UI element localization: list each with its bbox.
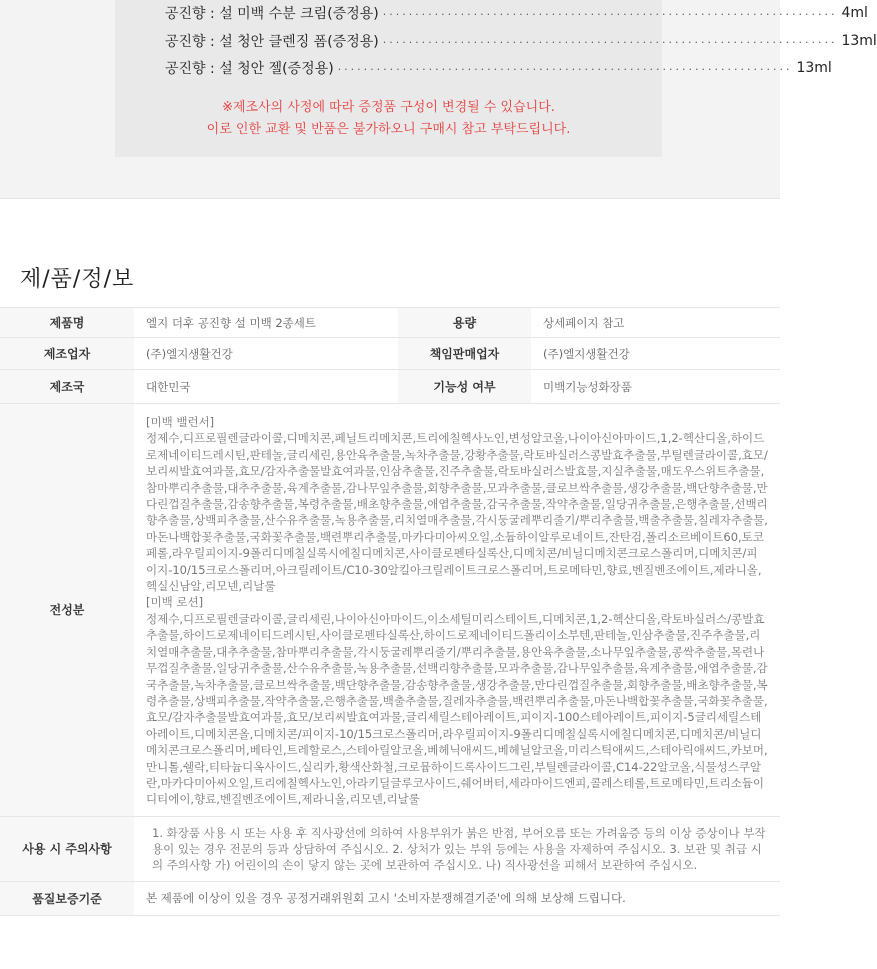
table-row (0, 370, 780, 404)
table-row (0, 308, 780, 338)
value-ingredients: [미백 밸런서] 정제수,디프로필렌글라이콜,디메치콘,페닐트리메치콘,트리에칠헥사노인,변성알코올,나이아신아마이드,1,2-헥산디올,하이드로제네이티드레시틴,판테놀,글리세린,용안육추출물,녹차추출물,강황추출물,락토바실러스콩발효추출물,부틸렌글라이콜,효모/보리씨발효여과물,효모/감자추출물발효여과물,인삼추출물,진주추출물,락토바실러스발효물,지실추출물,매도우스위트추출물,참마뿌리추출물,대추추출물,육계추출물,감나무잎추출물,회향추출물,모과추출물,클로브싹추출물,생강추출물,백단향추출물,만다린껍질추출물,감송향추출물,복령추출물,배초향추출물,애엽추출물,감국추출물,작약추출물,일당귀추출물,은행추출물,선백리향추출물,상백피추출물,산수유추출물,녹용추출물,리치열매추출물,각시둥굴레뿌리줄기/뿌리추출물,백출추출물,칠레자추출물,마돈나백합꽃추출물,국화꽃추출물,백련뿌리추출물,마카다미아씨오일,소듐하이알루로네이트,잔탄검,폴리소르베이트60,토코페롤,라우릴피이지-9폴리디메칠실록시에칠디메치콘,사이클로펜타실록산,디메치콘/비닐디메치콘크로스폴리머,디메치콘/피이지-10/15크로스폴리머,아크릴레이트/C10-30알킬아크릴레이트크로스폴리머,트로메타민,향료,벤질벤조에이트,제라니올,헥실신남알,리모넨,리날룰 [미백 로션] 정제수,디프로필렌글라이콜,글리세린,나이아신아마이드,이소세틸미리스테이트,디메치콘,1,2-헥산디올,락토바실러스/콩발효추출물,하이드로제네이티드레시틴,사이클로펜타실록산,하이드로제네이티드폴리이소부텐,판테놀,인삼추출물,진주추출물,리치열매추출물,대추추출물,참마뿌리추출물,각시둥굴레뿌리줄기/뿌리추출물,용안육추출물,소나무잎추출물,콩싹추출물,목련나무껍질추출물,일당귀추출물,산수유추출물,녹용추출물,선백리향추출물,모과추출물,감나무잎추출물,육계추출물,애엽추출물,감국추출물,녹차추출물,클로브싹추출물,백단향추출물,감송향추출물,생강추출물,만다린껍질추출물,회향추출물,배초향추출물,복령추출물,상백피추출물,작약추출물,은행추출물,백출추출물,질레자추출물,백련뿌리추출물,마돈나백합꽃추출물,국화꽃추출물,효모/감자추출물발효여과물,효모/보리씨발효여과물,글리세릴스테아레이트,피이지-100스테아레이트,피이지-5글리세릴스테아레이트,디메치콘올,디메치콘/피이지-10/15크로스폴리머,라우릴피이지-9폴리디메칠실록시에칠디메치콘,디메치콘/비닐디메치콘크로스폴리머,베타인,트레할로스,스테아릴알코올,베헤닉애씨드,베헤닐알코올,미리스틱애씨드,스테아릭애씨드,카보머,만니톨,쉘락,티타늄디옥사이드,실리카,황색산화철,크로뮴하이드록사이드그린,부틸렌글라이콜,C14-22알코올,식물성스쿠알란,마카다미아씨오일,트리에칠헥사노인,아라키딜글루코사이드,쉐어버터,세라마이드엔피,콜레스테롤,트로메타민,트리소듐이디티에이,향료,벤질벤조에이트,제라니올,리모넨,리날룰 (134, 404, 780, 817)
gift-notice-line1: ※제조사의 사정에 따라 증정품 구성이 변경될 수 있습니다. (222, 100, 555, 115)
gift-item-volume: 4ml (841, 5, 868, 21)
label-ingredients: 전성분 (0, 404, 134, 817)
label-volume: 용량 (398, 308, 531, 338)
gift-item-volume: 13ml (796, 60, 832, 76)
table-row (0, 338, 780, 370)
leader-dots: ······································································ (382, 7, 838, 21)
value-functional: 미백기능성화장품 (531, 370, 780, 404)
gift-item (165, 57, 832, 79)
label-functional: 기능성 여부 (398, 370, 531, 404)
gift-item-name: 공진향 : 설 청안 클렌징 폼(증정용) (165, 34, 379, 50)
label-quality: 품질보증기준 (0, 881, 134, 915)
value-seller: (주)엘지생활건강 (531, 338, 780, 370)
gift-item-name: 공진향 : 설 미백 수분 크림(증정용) (165, 6, 379, 22)
label-country: 제조국 (0, 370, 134, 404)
gift-item-name: 공진향 : 설 청안 젤(증정용) (165, 61, 334, 77)
leader-dots: ······································································ (337, 62, 793, 76)
label-caution: 사용 시 주의사항 (0, 816, 134, 881)
product-info-title: 제/품/정/보 (20, 267, 135, 292)
value-country: 대한민국 (134, 370, 398, 404)
table-row (0, 404, 780, 817)
gift-section (0, 0, 877, 199)
value-manufacturer: (주)엘지생활건강 (134, 338, 398, 370)
label-seller: 책임판매업자 (398, 338, 531, 370)
label-product-name: 제품명 (0, 308, 134, 338)
value-caution: 1. 화장품 사용 시 또는 사용 후 직사광선에 의하여 사용부위가 붉은 반점, 부어오름 또는 가려움증 등의 이상 증상이나 부작용이 있는 경우 전문의 등과 상담하여 주십시오. 2. 상처가 있는 부위 등에는 사용을 자제하여 주십시오. 3. 보관 및 취급 시의 주의사항 가) 어린이의 손이 닿지 않는 곳에 보관하여 주십시오. 나) 직사광선을 피해서 보관하여 주십시오. (134, 816, 780, 881)
table-row (0, 881, 780, 915)
gift-item-volume: 13ml (841, 33, 877, 49)
gift-item (165, 30, 877, 52)
table-row (0, 816, 780, 881)
gift-box (115, 0, 877, 157)
label-manufacturer: 제조업자 (0, 338, 134, 370)
gift-item (165, 2, 868, 24)
value-product-name: 엘지 더후 공진향 설 미백 2종세트 (134, 308, 398, 338)
value-volume: 상세페이지 참고 (531, 308, 780, 338)
gift-notice-line2: 이로 인한 교환 및 반품은 불가하오니 구매시 참고 부탁드립니다. (206, 122, 571, 137)
product-info-table (0, 307, 780, 916)
leader-dots: ······································································ (382, 35, 838, 49)
value-quality: 본 제품에 이상이 있을 경우 공정거래위원회 고시 '소비자분쟁해결기준'에 의해 보상해 드립니다. (134, 881, 780, 915)
